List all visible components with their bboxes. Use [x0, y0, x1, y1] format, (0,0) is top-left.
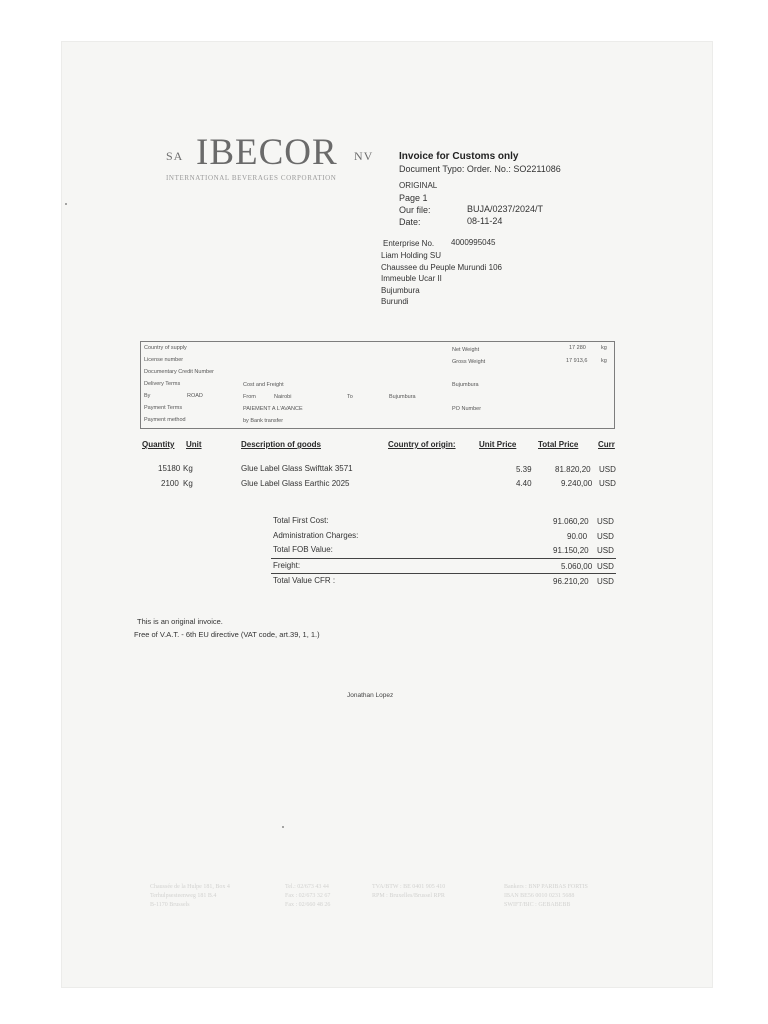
gross-weight-value: 17 913,6	[566, 358, 588, 364]
address-line: Bujumbura	[381, 285, 420, 295]
vat-note: Free of V.A.T. - 6th EU directive (VAT code, art.39, 1, 1.)	[134, 630, 320, 639]
total-cfr-value: 96.210,20	[553, 577, 589, 586]
col-country: Country of origin:	[388, 440, 456, 449]
footer-line: TVA/BTW : BE 0401 905 410	[372, 884, 446, 890]
payment-method-label: Payment method	[144, 417, 186, 423]
gross-weight-unit: kg	[601, 358, 607, 364]
freight-label: Freight:	[273, 561, 301, 570]
col-currency: Curr	[598, 440, 615, 449]
date-label: Date:	[399, 217, 421, 227]
row-quantity: 15180	[158, 464, 181, 473]
footer-line: Bankers : BNP PARIBAS FORTIS	[504, 884, 588, 890]
divider-line	[271, 558, 616, 559]
total-cfr-currency: USD	[597, 577, 614, 586]
license-label: License number	[144, 357, 184, 363]
from-label: From	[243, 394, 256, 400]
total-fob-value: 91.150,20	[553, 546, 589, 555]
to-label: To	[347, 394, 353, 400]
logo-ibecor: IBECOR	[196, 132, 338, 173]
footer-vat	[372, 883, 445, 901]
footer-line: Terhulpsesteenweg 181 B.4	[150, 893, 217, 899]
address-line: Immeuble Ucar II	[381, 274, 442, 283]
net-weight-value: 17 280	[569, 345, 586, 351]
our-file-label: Our file:	[399, 205, 431, 215]
enterprise-label: Enterprise No.	[383, 239, 435, 248]
original-invoice-note: This is an original invoice.	[137, 617, 223, 626]
original-label: ORIGINAL	[399, 181, 438, 190]
address-line: Chaussee du Peuple Murundi 106	[381, 262, 502, 272]
scan-speck	[65, 203, 67, 205]
payment-terms-value: PAIEMENT A L'AVANCE	[243, 406, 303, 412]
logo-sa: SA	[166, 149, 184, 163]
net-weight-label: Net Weight	[452, 347, 480, 353]
logo-subtitle: INTERNATIONAL BEVERAGES CORPORATION	[166, 174, 337, 182]
footer-line: Chaussée de la Hulpe 181, Box 4	[150, 884, 230, 890]
freight-value: 5.060,00	[561, 562, 593, 571]
row-quantity: 2100	[161, 479, 179, 488]
divider-line	[271, 573, 616, 574]
total-first-cost-value: 91.060,20	[553, 517, 589, 526]
footer-line: B-1170 Brussels	[150, 902, 190, 908]
row-unit: Kg	[183, 479, 193, 488]
page-number: Page 1	[399, 193, 428, 203]
invoice-page	[62, 42, 712, 987]
footer-line: SWIFT/BIC : GEBABEBB	[504, 902, 571, 908]
col-quantity: Quantity	[142, 440, 175, 449]
total-cfr-label: Total Value CFR :	[273, 576, 336, 585]
document-type: Document Typo: Order. No.: SO2211086	[399, 164, 561, 174]
by-value: ROAD	[187, 393, 203, 399]
total-first-cost-label: Total First Cost:	[273, 516, 329, 525]
payment-method-value: by Bank transfer	[243, 418, 284, 424]
admin-charges-currency: USD	[597, 532, 614, 541]
total-first-cost-currency: USD	[597, 517, 614, 526]
row-currency: USD	[599, 479, 616, 488]
address-line: Burundi	[381, 297, 409, 306]
row-description: Glue Label Glass Earthic 2025	[241, 479, 350, 488]
col-unit: Unit	[186, 440, 202, 449]
scan-speck	[282, 826, 284, 828]
shipping-info-box	[140, 341, 615, 429]
col-description: Description of goods	[241, 440, 321, 449]
col-unit-price: Unit Price	[479, 440, 517, 449]
row-total-price: 81.820,20	[555, 465, 591, 474]
footer-line: Fax : 02/673 32 67	[285, 893, 331, 899]
row-description: Glue Label Glass Swifttak 3571	[241, 464, 353, 473]
from-value: Nairobi	[274, 394, 292, 400]
to-value: Bujumbura	[389, 394, 416, 400]
payment-terms-label: Payment Terms	[144, 405, 183, 411]
signatory-name: Jonathan Lopez	[347, 692, 394, 699]
address-line: Liam Holding SU	[381, 251, 442, 260]
footer-phone	[285, 883, 330, 910]
logo-nv: NV	[354, 149, 374, 163]
footer-line: Fax : 02/660 48 26	[285, 902, 331, 908]
row-unit-price: 4.40	[516, 479, 532, 488]
footer-address	[150, 883, 230, 910]
footer-line: IBAN BE56 0010 0231 5688	[504, 893, 575, 899]
net-weight-unit: kg	[601, 345, 607, 351]
row-total-price: 9.240,00	[561, 479, 593, 488]
footer-line: RPM : Bruxelles/Brussel RPR	[372, 893, 445, 899]
doc-credit-label: Documentary Credit Number	[144, 369, 214, 375]
row-currency: USD	[599, 465, 616, 474]
footer-bank	[504, 883, 588, 910]
po-number-label: PO Number	[452, 406, 482, 412]
total-fob-currency: USD	[597, 546, 614, 555]
country-supply-label: Country of supply	[144, 345, 187, 351]
recipient-address	[381, 250, 502, 308]
gross-weight-label: Gross Weight	[452, 359, 486, 365]
delivery-terms-value: Cost and Freight	[243, 382, 284, 388]
our-file-value: BUJA/0237/2024/T	[467, 204, 544, 214]
row-unit: Kg	[183, 464, 193, 473]
freight-currency: USD	[597, 562, 614, 571]
admin-charges-label: Administration Charges:	[273, 531, 359, 540]
delivery-terms-label: Delivery Terms	[144, 381, 181, 387]
footer-line: Tel.: 02/673 43 44	[285, 884, 329, 890]
document-title: Invoice for Customs only	[399, 151, 519, 162]
enterprise-number: 4000995045	[451, 238, 496, 247]
admin-charges-value: 90.00	[567, 532, 588, 541]
by-label: By	[144, 393, 151, 399]
row-unit-price: 5.39	[516, 465, 532, 474]
col-total-price: Total Price	[538, 440, 579, 449]
destination-value: Bujumbura	[452, 382, 479, 388]
total-fob-label: Total FOB Value:	[273, 545, 333, 554]
date-value: 08-11-24	[467, 216, 503, 226]
